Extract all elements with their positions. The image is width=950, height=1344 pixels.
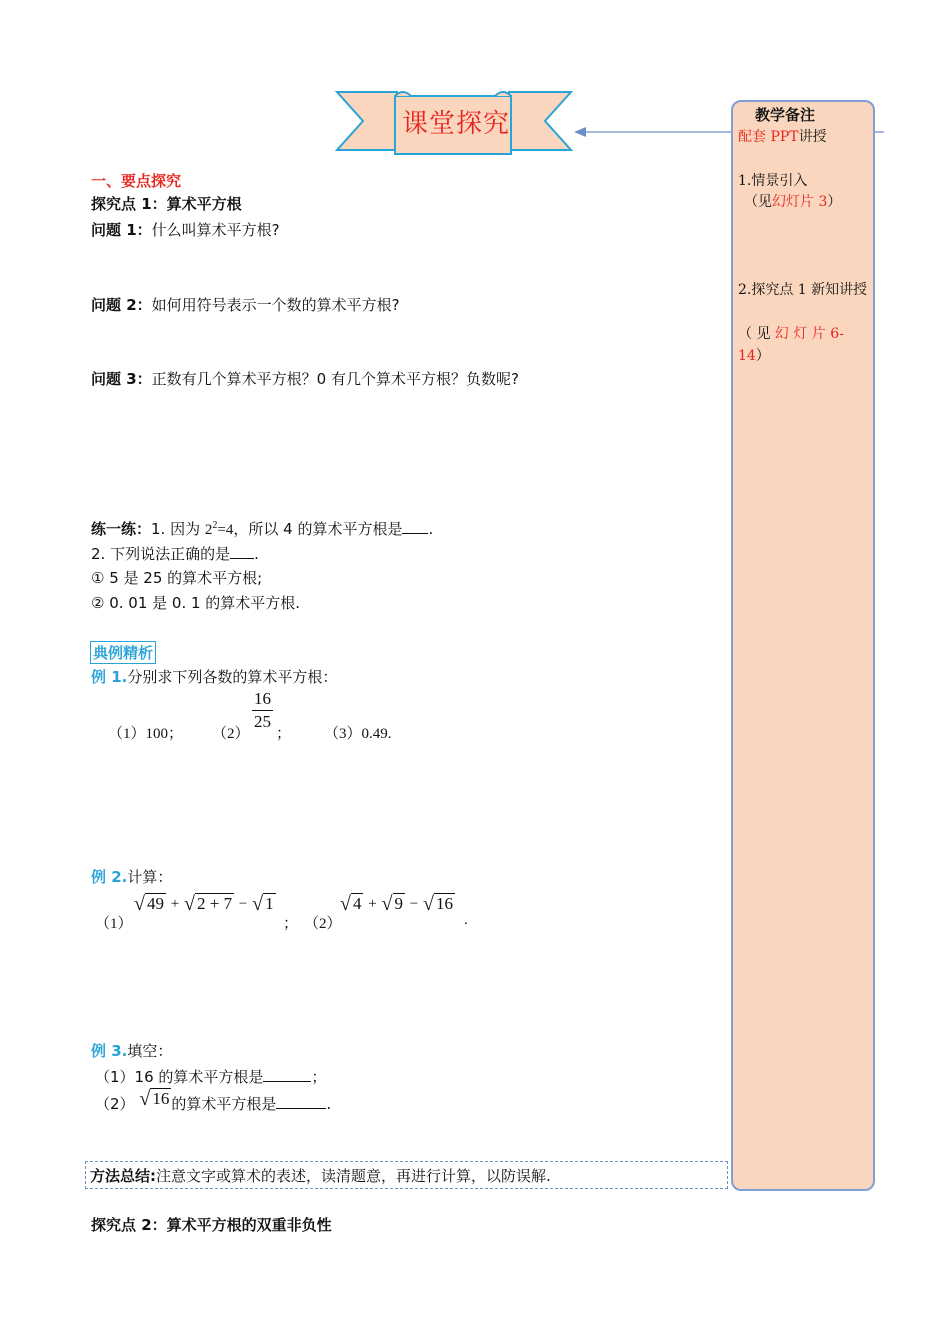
point1-heading: 探究点 1：算术平方根 [91,195,242,213]
example-1-text: 分别求下列各数的算术平方根： [127,668,338,686]
plus-sign: + [368,896,377,913]
power-base: 2 [204,522,213,538]
question-2-text: 如何用符号表示一个数的算术平方根? [151,296,400,314]
example-1-part-2-end: ； [276,726,292,742]
answer-blank[interactable] [276,1094,326,1109]
practice-item-2 [91,543,259,564]
summary-text: 注意文字或算术的表述，读清题意，再进行计算，以防误解. [156,1167,551,1185]
example-1-label: 例 1. [91,668,128,686]
note1-slide-ref: 幻灯片 3 [772,194,828,210]
note1-close: ） [827,194,842,210]
power-expression [205,522,233,538]
example-1 [91,666,337,687]
answer-blank[interactable] [230,544,254,559]
example-2-label: 例 2. [91,868,128,886]
power-equals: =4 [217,522,234,538]
question-3 [91,368,519,389]
example-3 [91,1040,172,1061]
sqrt-9: √ 9 [381,893,403,916]
example-2-expr-2 [340,893,455,914]
example-2-separator: ； [283,916,299,932]
practice-2-text: 2. 下列说法正确的是 [91,545,231,563]
answer-blank[interactable] [263,1067,311,1082]
fraction-bar [252,710,273,711]
sqrt-2-plus-7: √ 2 + 7 [184,893,233,916]
banner-title: 课堂探究 [402,109,511,139]
fraction [252,689,273,732]
practice-2-end: . [254,545,259,563]
example-2 [91,866,172,887]
fraction-denominator: 25 [254,712,271,731]
sqrt-1: √ 1 [252,893,274,916]
question-3-label: 问题 3： [91,370,152,388]
sqrt-16-radical: √ 16 [139,1088,170,1111]
sidebar-ppt-line [738,126,827,148]
note2-close: ） [755,348,770,364]
example-1-part-3: （3）0.49. [324,726,392,742]
fraction-numerator: 16 [254,689,271,708]
note2-title: 2.探究点 1 新知讲授 [738,282,868,298]
example-1-part-2: （2） [212,726,250,742]
practice-label: 练一练： [91,520,152,538]
note1-ref-line [744,191,841,213]
point2-heading: 探究点 2：算术平方根的双重非负性 [91,1216,332,1234]
method-summary [90,1165,551,1186]
practice-option-1: ① 5 是 25 的算术平方根; [91,569,263,587]
note1-title: 1.情景引入 [738,173,808,189]
example-2-part-1: （1） [95,916,133,932]
answer-blank[interactable] [402,519,428,534]
example-2-expr-1 [134,893,276,914]
question-2 [91,294,400,315]
examples-header: 典例精析 [90,641,156,664]
note1-open: （见 [744,194,772,210]
sqrt-4: √ 4 [340,893,362,916]
question-1-label: 问题 1： [91,221,152,239]
practice-item-1 [91,518,433,539]
practice-1-end: . [428,520,434,538]
power-exponent: 2 [212,520,218,531]
example-3-text: 填空： [127,1042,173,1060]
question-2-label: 问题 2： [91,296,152,314]
sidebar-title: 教学备注 [755,106,816,124]
plus-sign: + [170,896,180,913]
practice-1-pre: 1. 因为 [151,520,201,538]
sqrt-49: √ 49 [134,893,164,916]
ppt-label: 配套 PPT [738,129,799,145]
sqrt-16: √ 16 [423,893,454,916]
example-2-part-2: （2） [304,916,342,932]
note2-slide-ref: 幻 灯 片 6-14 [738,326,844,364]
ppt-suffix: 讲授 [798,129,827,145]
example-3-question-2 [95,1088,332,1115]
note2-ref-line [738,323,874,367]
example-2-end: . [464,912,468,928]
example-3-q2-end: . [326,1095,332,1113]
question-3-text: 正数有几个算术平方根？0 有几个算术平方根？负数呢? [151,370,519,388]
summary-label: 方法总结: [90,1167,156,1185]
example-2-text: 计算： [127,868,173,886]
section-heading: 一、要点探究 [91,172,182,190]
example-3-q1-end: ； [311,1068,327,1086]
example-3-q2-pre: （2） [95,1095,135,1113]
question-1 [91,219,280,240]
minus-sign: − [238,896,248,913]
minus-sign: − [409,896,419,913]
teaching-notes-panel [731,100,875,1191]
practice-option-2: ② 0. 01 是 0. 1 的算术平方根. [91,594,301,612]
note2-open: （ 见 [738,326,771,342]
example-3-question-1 [95,1066,326,1087]
example-3-q1-text: （1）16 的算术平方根是 [95,1068,264,1086]
practice-1-post: ，所以 4 的算术平方根是 [233,520,403,538]
example-1-part-1: （1）100； [108,726,184,742]
question-1-text: 什么叫算术平方根? [151,221,280,239]
example-3-label: 例 3. [91,1042,128,1060]
example-3-q2-text: 的算术平方根是 [171,1095,277,1113]
